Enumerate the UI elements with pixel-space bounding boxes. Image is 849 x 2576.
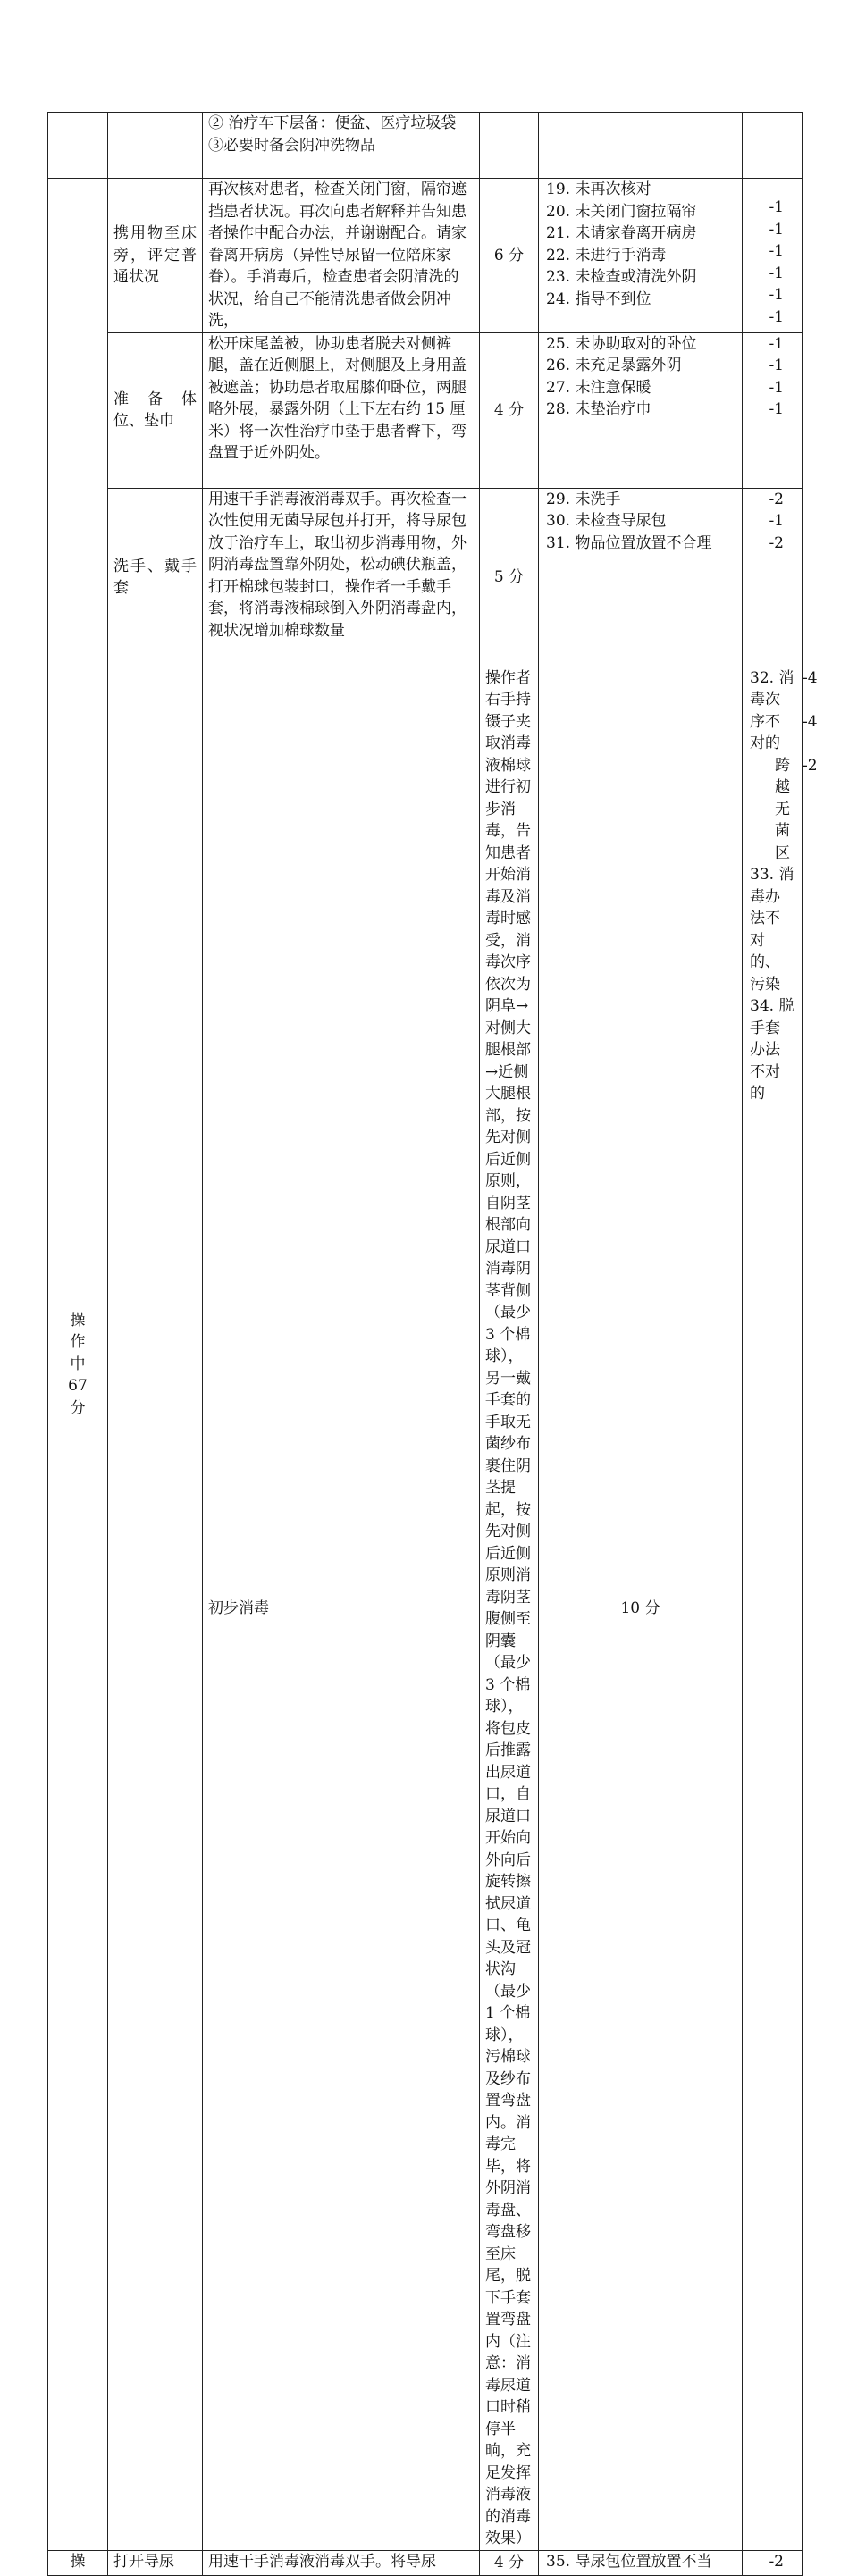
table-row [48, 332, 803, 488]
score-cell: 4 分 [480, 332, 539, 488]
score-cell: 6 分 [480, 179, 539, 333]
deduction-item: 32. 消毒次序不对的 [750, 668, 794, 752]
points-cell [743, 179, 803, 333]
points-cell [743, 113, 803, 179]
section-label-text: 操 [70, 2552, 86, 2571]
deduction-item: 26. 未充足暴露外阴 [546, 357, 682, 374]
section-label [48, 179, 108, 2551]
deduction-item: 25. 未协助取对的卧位 [546, 334, 697, 353]
point-value: -1 [769, 242, 784, 260]
point-value: -1 [769, 220, 784, 239]
deduction-cell [539, 113, 743, 179]
point-value: -1 [769, 378, 784, 397]
deduction-item: 35. 导尿包位置放置不当 [546, 2552, 712, 2571]
step-cell: 打开导尿 [108, 2550, 203, 2575]
deduction-cell [743, 667, 803, 2550]
table-row [48, 2550, 803, 2575]
deduction-item: 21. 未请家眷离开病房 [546, 224, 697, 242]
content-cell: ② 治疗车下层备：便盆、医疗垃圾袋 ③必要时备会阴冲洗物品 [203, 113, 480, 179]
section-cell [108, 667, 203, 2550]
point-value: -2 [769, 2552, 784, 2571]
deduction-item: 20. 未关闭门窗拉隔帘 [546, 202, 697, 221]
step-cell: 准 备 体位、垫巾 [108, 332, 203, 488]
deduction-item: 27. 未注意保暖 [546, 378, 651, 397]
content-cell: 用速干手消毒液消毒双手。再次检查一次性使用无菌导尿包并打开，将导尿包放于治疗车上，取出初步消毒用物，外阴消毒盘置靠外阴处，松动碘伏瓶盖，打开棉球包装封口，操作者一手戴手套，将消毒液棉球倒入外阴消毒盘内，视状况增加棉球数量 [203, 488, 480, 667]
deduction-cell [539, 2550, 743, 2575]
point-value: -2 [769, 490, 784, 508]
points-cell [743, 2550, 803, 2575]
content-cell: 操作者右手持镊子夹取消毒液棉球进行初步消毒，告知患者开始消毒及消毒时感受，消毒次序依次为阴阜→对侧大腿根部→近侧大腿根部，按先对侧后近侧原则，自阴茎根部向尿道口消毒阴茎背侧（最少 3 个棉球），另一戴手套的手取无菌纱布裹住阴茎提起，按先对侧后近侧原则消毒阴茎腹侧至阴囊（最少 3 个棉球），将包皮后推露出尿道口，自尿道口开始向外向后旋转擦拭尿道口、龟头及冠状沟（最少 1 个棉球），污棉球及纱布置弯盘内。消毒完毕，将外阴消毒盘、弯盘移至床尾，脱下手套置弯盘内（注意：消毒尿道口时稍停半晌，充足发挥消毒液的消毒效果） [480, 667, 539, 2550]
deduction-item: 29. 未洗手 [546, 490, 621, 508]
score-cell [480, 113, 539, 179]
point-value: -1 [769, 357, 784, 374]
point-value: -1 [769, 334, 784, 353]
point-value: -1 [769, 307, 784, 326]
deduction-item: 24. 指导不到位 [546, 289, 651, 308]
score-cell: 5 分 [480, 488, 539, 667]
table-row [48, 113, 803, 179]
deduction-item: 33. 消毒办法不对的、污染 [750, 866, 794, 994]
point-value: -1 [769, 286, 784, 304]
deduction-cell [539, 488, 743, 667]
deduction-item: 22. 未进行手消毒 [546, 246, 667, 264]
deduction-item: 31. 物品位置放置不合理 [546, 533, 712, 552]
score-cell: 10 分 [539, 667, 743, 2550]
points-cell [743, 332, 803, 488]
deduction-cell [539, 332, 743, 488]
table-row [48, 488, 803, 667]
section-cell [48, 2550, 108, 2575]
content-cell: 用速干手消毒液消毒双手。将导尿 [203, 2550, 480, 2575]
point-value: -1 [769, 400, 784, 418]
deduction-item: 跨越无菌区 [775, 756, 790, 862]
point-value: -2 [769, 533, 784, 552]
deduction-item: 23. 未检查或清洗外阴 [546, 268, 697, 286]
point-value: -1 [769, 512, 784, 530]
section-label-text: 操作中67分 [68, 1311, 88, 1417]
step-cell: 洗手、戴手套 [108, 488, 203, 667]
content-cell: 松开床尾盖被，协助患者脱去对侧裤腿，盖在近侧腿上，对侧腿及上身用盖被遮盖；协助患者取屈膝仰卧位，两腿略外展，暴露外阴（上下左右约 15 厘米）将一次性治疗巾垫于患者臀下，弯盘置于近外阴处。 [203, 332, 480, 488]
table-row: 初步消毒 操作者右手持镊子夹取消毒液棉球进行初步消毒，告知患者开始消毒及消毒时感受，消毒次序依次为阴阜→对侧大腿根部→近侧大腿根部，按先对侧后近侧原则，自阴茎根部向尿道口消毒阴茎背侧（最少 3 个棉球），另一戴手套的手取无菌纱布裹住阴茎提起，按先对侧后近侧原则消毒阴茎腹侧至阴囊（最少 3 个棉球），将包皮后推露出尿道口，自尿道口开始向外向后旋转擦拭尿道口、龟头及冠状沟（最少 1 个棉球），污棉球及纱布置弯盘内。消毒完毕，将外阴消毒盘、弯盘移至床尾，脱下手套置弯盘内（注意：消毒尿道口时稍停半晌，充足发挥消毒液的消毒效果） 10 分 32. 消毒次序不对的 跨越无菌区 33. 消毒办法不对的、污染 34. 脱手套办法不对的 -4 -4 -2 [48, 667, 803, 2550]
step-cell: 携用物至床旁，评定普通状况 [108, 179, 203, 333]
deduction-cell [539, 179, 743, 333]
point-value: -1 [769, 198, 784, 216]
table-row [48, 179, 803, 333]
points-cell [743, 488, 803, 667]
deduction-item: 34. 脱手套办法不对的 [750, 997, 794, 1103]
point-value: -1 [769, 264, 784, 282]
section-cell [48, 113, 108, 179]
step-cell: 初步消毒 [203, 667, 480, 2550]
content-cell: 再次核对患者，检查关闭门窗，隔帘遮挡患者状况。再次向患者解释并告知患者操作中配合办法，并谢谢配合。请家眷离开病房（异性导尿留一位陪床家眷）。手消毒后，检查患者会阴清洗的状况，给自己不能清洗患者做会阴冲洗， [203, 179, 480, 333]
deduction-item: 28. 未垫治疗巾 [546, 400, 651, 418]
step-cell [108, 113, 203, 179]
deduction-item: 19. 未再次核对 [546, 180, 651, 198]
scoring-table [47, 112, 818, 2576]
score-cell: 4 分 [480, 2550, 539, 2575]
deduction-item: 30. 未检查导尿包 [546, 512, 667, 530]
